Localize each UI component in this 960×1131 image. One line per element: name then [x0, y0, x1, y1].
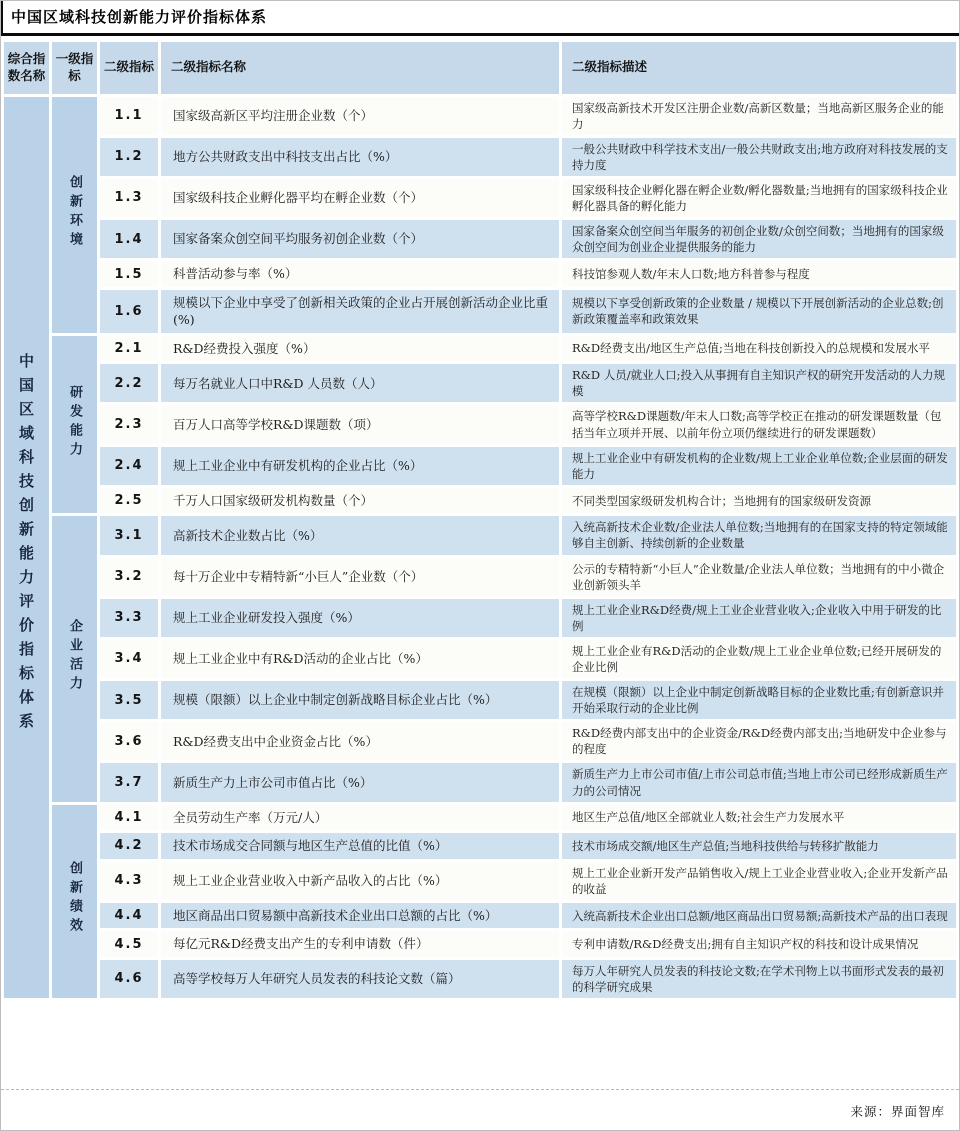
indicator-desc: R&D经费内部支出中的企业资金/R&D经费内部支出;当地研发中企业参与的程度 [562, 722, 956, 760]
indicator-name: 科普活动参与率（%） [161, 261, 559, 287]
indicator-code: 3.7 [100, 763, 158, 801]
indicator-code: 3.1 [100, 516, 158, 554]
indicator-name: 每十万企业中专精特新“小巨人”企业数（个） [161, 558, 559, 596]
indicator-desc: 每万人年研究人员发表的科技论文数;在学术刊物上以书面形式发表的最初的科学研究成果 [562, 960, 956, 998]
indicator-code: 3.5 [100, 681, 158, 719]
table-row [4, 179, 956, 217]
indicator-name: R&D经费支出中企业资金占比（%） [161, 722, 559, 760]
indicator-code: 1.2 [100, 138, 158, 176]
table-row [4, 640, 956, 678]
indicator-desc: R&D 人员/就业人口;投入从事拥有自主知识产权的研究开发活动的人力规模 [562, 364, 956, 402]
indicator-desc: 不同类型国家级研发机构合计；当地拥有的国家级研发资源 [562, 488, 956, 514]
indicator-name: 百万人口高等学校R&D课题数（项） [161, 405, 559, 443]
indicator-name: 全员劳动生产率（万元/人） [161, 805, 559, 831]
indicator-desc: 规上工业企业中有研发机构的企业数/规上工业企业单位数;企业层面的研发能力 [562, 447, 956, 485]
indicator-desc: 专利申请数/R&D经费支出;拥有自主知识产权的科技和设计成果情况 [562, 931, 956, 957]
composite-index-vertical-text: 中国区域科技创新能力评价指标体系 [17, 353, 35, 738]
indicator-desc: 规上工业企业有R&D活动的企业数/规上工业企业单位数;已经开展研发的企业比例 [562, 640, 956, 678]
table-row [4, 405, 956, 443]
section-label: 创新环境 [67, 174, 82, 251]
indicator-desc: 技术市场成交额/地区生产总值;当地科技供给与转移扩散能力 [562, 833, 956, 859]
table-row [4, 558, 956, 596]
table-row [4, 931, 956, 957]
indicator-code: 4.3 [100, 862, 158, 900]
table-row [4, 336, 956, 362]
table-row [4, 290, 956, 333]
indicator-desc: 国家级高新技术开发区注册企业数/高新区数量；当地高新区服务企业的能力 [562, 97, 956, 135]
indicator-name: 规上工业企业研发投入强度（%） [161, 599, 559, 637]
section-label: 研发能力 [67, 384, 82, 461]
indicator-table [1, 39, 959, 1002]
indicator-name: 国家级科技企业孵化器平均在孵企业数（个） [161, 179, 559, 217]
indicator-desc: 规模以下享受创新政策的企业数量 / 规模以下开展创新活动的企业总数;创新政策覆盖率和政策效果 [562, 290, 956, 333]
indicator-name: 规上工业企业中有R&D活动的企业占比（%） [161, 640, 559, 678]
indicator-code: 3.3 [100, 599, 158, 637]
indicator-name: 地方公共财政支出中科技支出占比（%） [161, 138, 559, 176]
section-rd-capability [52, 336, 97, 514]
indicator-name: 技术市场成交合同额与地区生产总值的比值（%） [161, 833, 559, 859]
table-row [4, 960, 956, 998]
indicator-desc: R&D经费支出/地区生产总值;当地在科技创新投入的总规模和发展水平 [562, 336, 956, 362]
indicator-name: 每亿元R&D经费支出产生的专利申请数（件） [161, 931, 559, 957]
indicator-code: 4.5 [100, 931, 158, 957]
indicator-name: 国家级高新区平均注册企业数（个） [161, 97, 559, 135]
indicator-code: 4.6 [100, 960, 158, 998]
indicator-code: 3.6 [100, 722, 158, 760]
indicator-name: 每万名就业人口中R&D 人员数（人） [161, 364, 559, 402]
section-label: 创新绩效 [67, 861, 82, 938]
indicator-name: 国家备案众创空间平均服务初创企业数（个） [161, 220, 559, 258]
indicator-desc: 在规模（限额）以上企业中制定创新战略目标的企业数比重;有创新意识并开始采取行动的企业比例 [562, 681, 956, 719]
table-row [4, 516, 956, 554]
section-innovation-performance [52, 805, 97, 998]
table-row [4, 364, 956, 402]
table-row [4, 97, 956, 135]
table-row [4, 833, 956, 859]
indicator-desc: 高等学校R&D课题数/年末人口数;高等学校正在推动的研发课题数量（包括当年立项并开展、以前年份立项仍继续进行的研发课题数） [562, 405, 956, 443]
header-level1-indicator: 一级指标 [52, 42, 97, 94]
indicator-code: 2.2 [100, 364, 158, 402]
indicator-code: 1.5 [100, 261, 158, 287]
indicator-desc: 新质生产力上市公司市值/上市公司总市值;当地上市公司已经形成新质生产力的公司情况 [562, 763, 956, 801]
indicator-code: 4.1 [100, 805, 158, 831]
indicator-desc: 入统高新技术企业出口总额/地区商品出口贸易额;高新技术产品的出口表现 [562, 903, 956, 929]
page-title: 中国区域科技创新能力评价指标体系 [1, 1, 959, 36]
source-note: 来源：界面智库 [1, 1089, 959, 1130]
indicator-name: 规上工业企业中有研发机构的企业占比（%） [161, 447, 559, 485]
table-row [4, 220, 956, 258]
table-row [4, 681, 956, 719]
indicator-code: 4.4 [100, 903, 158, 929]
table-row [4, 903, 956, 929]
indicator-code: 1.1 [100, 97, 158, 135]
indicator-code: 2.1 [100, 336, 158, 362]
indicator-code: 3.2 [100, 558, 158, 596]
indicator-code: 1.4 [100, 220, 158, 258]
table-row [4, 138, 956, 176]
header-level2-code: 二级指标 [100, 42, 158, 94]
header-composite-index: 综合指数名称 [4, 42, 49, 94]
indicator-code: 1.6 [100, 290, 158, 333]
header-level2-desc: 二级指标描述 [562, 42, 956, 94]
table-row [4, 261, 956, 287]
indicator-name: 地区商品出口贸易额中高新技术企业出口总额的占比（%） [161, 903, 559, 929]
indicator-code: 4.2 [100, 833, 158, 859]
table-row [4, 805, 956, 831]
table-row [4, 447, 956, 485]
indicator-name: 规上工业企业营业收入中新产品收入的占比（%） [161, 862, 559, 900]
indicator-desc: 国家级科技企业孵化器在孵企业数/孵化器数量;当地拥有的国家级科技企业孵化器具备的孵化能力 [562, 179, 956, 217]
header-row [4, 42, 956, 94]
indicator-desc: 地区生产总值/地区全部就业人数;社会生产力发展水平 [562, 805, 956, 831]
indicator-name: R&D经费投入强度（%） [161, 336, 559, 362]
indicator-desc: 规上工业企业R&D经费/规上工业企业营业收入;企业收入中用于研发的比例 [562, 599, 956, 637]
indicator-desc: 科技馆参观人数/年末人口数;地方科普参与程度 [562, 261, 956, 287]
indicator-desc: 一般公共财政中科学技术支出/一般公共财政支出;地方政府对科技发展的支持力度 [562, 138, 956, 176]
composite-index-name-cell [4, 97, 49, 999]
indicator-code: 2.3 [100, 405, 158, 443]
indicator-name: 高新技术企业数占比（%） [161, 516, 559, 554]
indicator-desc: 国家备案众创空间当年服务的初创企业数/众创空间数；当地拥有的国家级众创空间为创业企业提供服务的能力 [562, 220, 956, 258]
indicator-code: 1.3 [100, 179, 158, 217]
header-level2-name: 二级指标名称 [161, 42, 559, 94]
indicator-name: 规模以下企业中享受了创新相关政策的企业占开展创新活动企业比重(%) [161, 290, 559, 333]
indicator-name: 高等学校每万人年研究人员发表的科技论文数（篇） [161, 960, 559, 998]
section-label: 企业活力 [67, 618, 82, 695]
indicator-code: 2.4 [100, 447, 158, 485]
section-innovation-environment [52, 97, 97, 333]
indicator-code: 3.4 [100, 640, 158, 678]
section-enterprise-vitality [52, 516, 97, 801]
table-row [4, 599, 956, 637]
indicator-name: 规模（限额）以上企业中制定创新战略目标企业占比（%） [161, 681, 559, 719]
table-row [4, 488, 956, 514]
indicator-desc: 公示的专精特新“小巨人”企业数量/企业法人单位数；当地拥有的中小微企业创新领头羊 [562, 558, 956, 596]
table-row [4, 763, 956, 801]
table-row [4, 862, 956, 900]
indicator-desc: 入统高新技术企业数/企业法人单位数;当地拥有的在国家支持的特定领域能够自主创新、持续创新的企业数量 [562, 516, 956, 554]
table-row [4, 722, 956, 760]
indicator-code: 2.5 [100, 488, 158, 514]
indicator-name: 新质生产力上市公司市值占比（%） [161, 763, 559, 801]
indicator-desc: 规上工业企业新开发产品销售收入/规上工业企业营业收入;企业开发新产品的收益 [562, 862, 956, 900]
indicator-name: 千万人口国家级研发机构数量（个） [161, 488, 559, 514]
